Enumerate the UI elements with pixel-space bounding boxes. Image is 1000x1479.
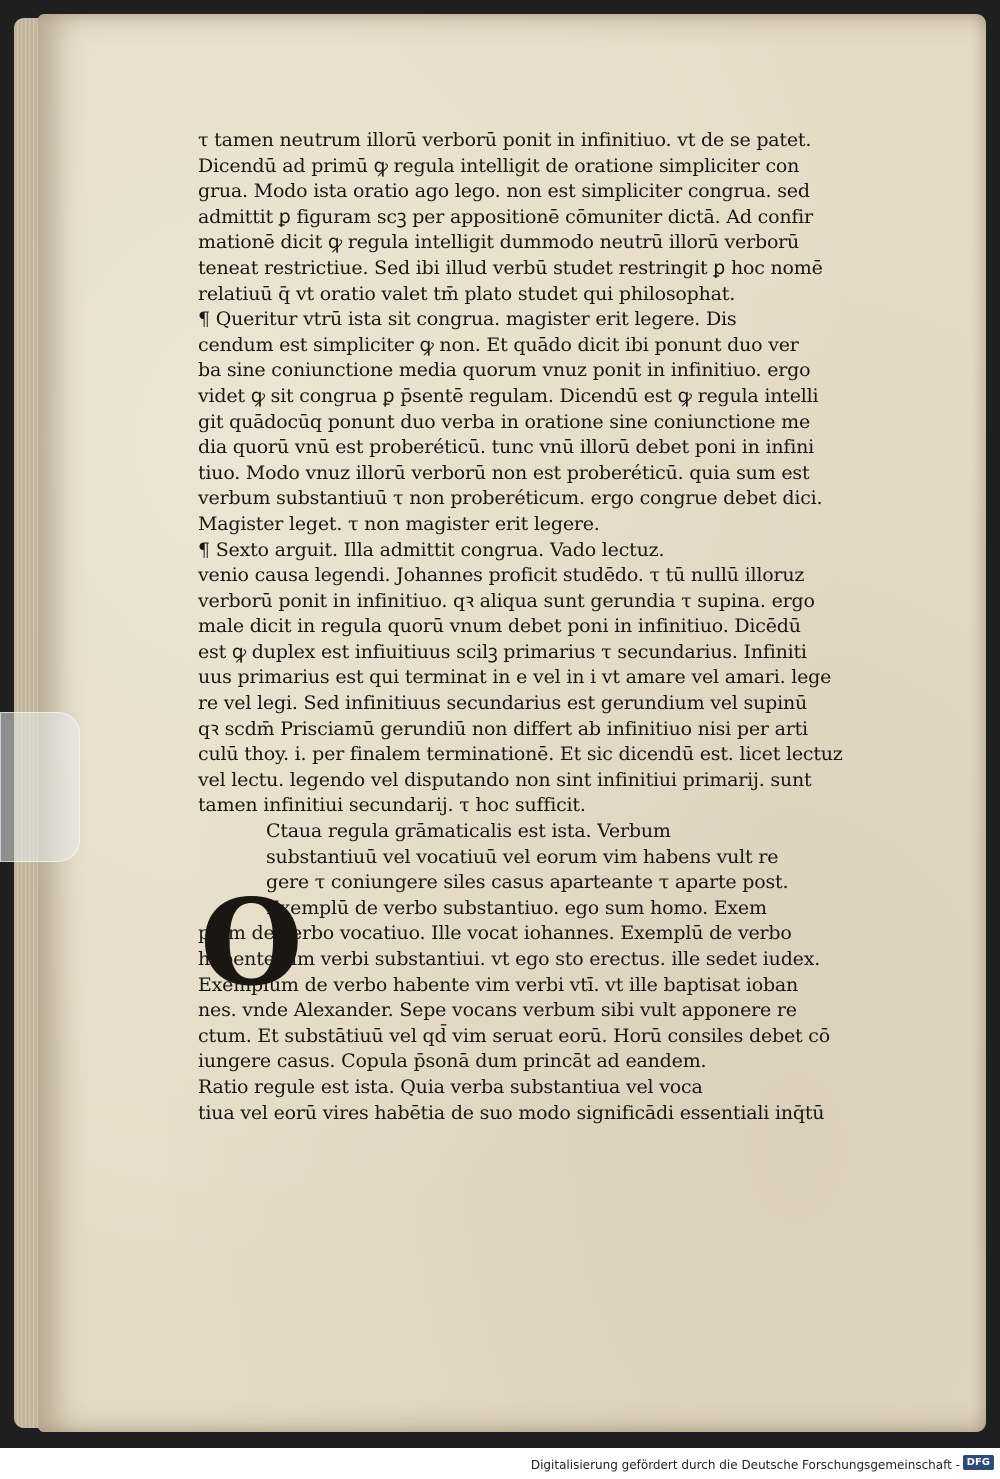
footer-text: Digitalisierung gefördert durch die Deutsche Forschungsgemeinschaft - <box>530 1458 960 1472</box>
page-tab-marker <box>0 712 80 862</box>
text-line: gere τ coniungere siles casus aparteante τ aparte post. <box>266 871 789 894</box>
text-line: substantiuū vel vocatiuū vel eorum vim habens vult re <box>266 845 779 868</box>
text-line: τ tamen neutrum illorū verborū ponit in infinitiuo. vt de se patet. <box>198 129 812 151</box>
text-line: ¶ Queritur vtrū ista sit congrua. magister erit legere. Dis <box>198 308 737 331</box>
text-line: mationē dicit ꝙ regula intelligit dummodo neutrū illorū verborū <box>198 231 800 254</box>
text-line: Magister leget. τ non magister erit legere. <box>198 512 600 535</box>
text-line: vel lectu. legendo vel disputando non sint infinitiui primarij. sunt <box>198 768 812 791</box>
text-line: qꝛ scdm̄ Prisciamū gerundiū non differt ab infinitiuo nisi per arti <box>198 717 808 740</box>
text-line: plum de verbo vocatiuo. Ille vocat iohannes. Exemplū de verbo <box>198 922 792 945</box>
text-line: nes. vnde Alexander. Sepe vocans verbum sibi vult apponere re <box>198 999 797 1022</box>
text-line: venio causa legendi. Johannes proficit studēdo. τ tū nullū illoruz <box>198 564 805 587</box>
text-line: Exemplū de verbo substantiuo. ego sum homo. Exem <box>266 896 767 919</box>
text-line: culū thoy. i. per finalem terminationē. Et sic dicendū est. licet lectuz <box>198 743 843 766</box>
text-line: teneat restrictiue. Sed ibi illud verbū studet restringit ꝑ hoc nomē <box>198 256 823 279</box>
text-line: Dicendū ad primū ꝙ regula intelligit de oratione simpliciter con <box>198 154 800 177</box>
text-line: grua. Modo ista oratio ago lego. non est simpliciter congrua. sed <box>198 180 810 203</box>
text-line: verborū ponit in infinitiuo. qꝛ aliqua sunt gerundia τ supina. ergo <box>198 589 815 612</box>
text-line: re vel legi. Sed infinitiuus secundarius est gerundium vel supinū <box>198 692 808 715</box>
text-line: tiuo. Modo vnuz illorū verborū non est proberéticū. quia sum est <box>198 461 810 484</box>
initial-letter: O <box>200 873 303 1012</box>
text-line: Ratio regule est ista. Quia verba substantiua vel voca <box>198 1075 703 1098</box>
text-line: videt ꝙ sit congrua ꝑ p̄sentē regulam. Dicendū est ꝙ regula intelli <box>198 384 819 407</box>
text-line: ctum. Et substātiuū vel qd̄ vim seruat eorū. Horū consiles debet cō <box>198 1024 830 1047</box>
text-line: tamen infinitiui secundarij. τ hoc sufficit. <box>198 794 586 817</box>
footer-bar <box>0 1448 1000 1479</box>
text-line: uus primarius est qui terminat in e vel in i vt amare vel amari. lege <box>198 666 832 689</box>
text-line: cendum est simpliciter ꝙ non. Et quādo dicit ibi ponunt duo ver <box>198 333 799 356</box>
text-line: ba sine coniunctione media quorum vnuz ponit in infinitiuo. ergo <box>198 359 811 382</box>
text-line: dia quorū vnū est proberéticū. tunc vnū illorū debet poni in infini <box>198 436 815 459</box>
text-line: iungere casus. Copula p̄sonā dum princāt ad eandem. <box>198 1050 707 1073</box>
text-line: Exemplum de verbo habente vim verbi vtī. vt ille baptisat ioban <box>198 973 799 996</box>
text-line: verbum substantiuū τ non proberéticum. ergo congrue debet dici. <box>198 487 823 510</box>
text-line: git quādocūq ponunt duo verba in oratione sine coniunctione me <box>198 410 811 433</box>
text-line: relatiuū q̄ vt oratio valet tm̄ plato studet qui philosophat. <box>198 282 736 305</box>
text-line: male dicit in regula quorū vnum debet poni in infinitiuo. Dicēdū <box>198 615 801 638</box>
text-line: admittit ꝑ figuram scꝫ per appositionē cōmuniter dictā. Ad confir <box>198 205 813 228</box>
text-line: est ꝙ duplex est infiuitiuus scilꝫ primarius τ secundarius. Infiniti <box>198 640 807 663</box>
dfg-logo-icon: DFG <box>963 1455 994 1470</box>
text-line: ¶ Sexto arguit. Illa admittit congrua. Vado lectuz. <box>198 538 665 561</box>
text-line: habente vim verbi substantiui. vt ego sto erectus. ille sedet iudex. <box>198 948 821 970</box>
text-line: tiua vel eorū vires habētia de suo modo significādi essentiali inq̄tū <box>198 1101 825 1124</box>
text-line: Ctaua regula grāmaticalis est ista. Verbum <box>266 820 671 843</box>
